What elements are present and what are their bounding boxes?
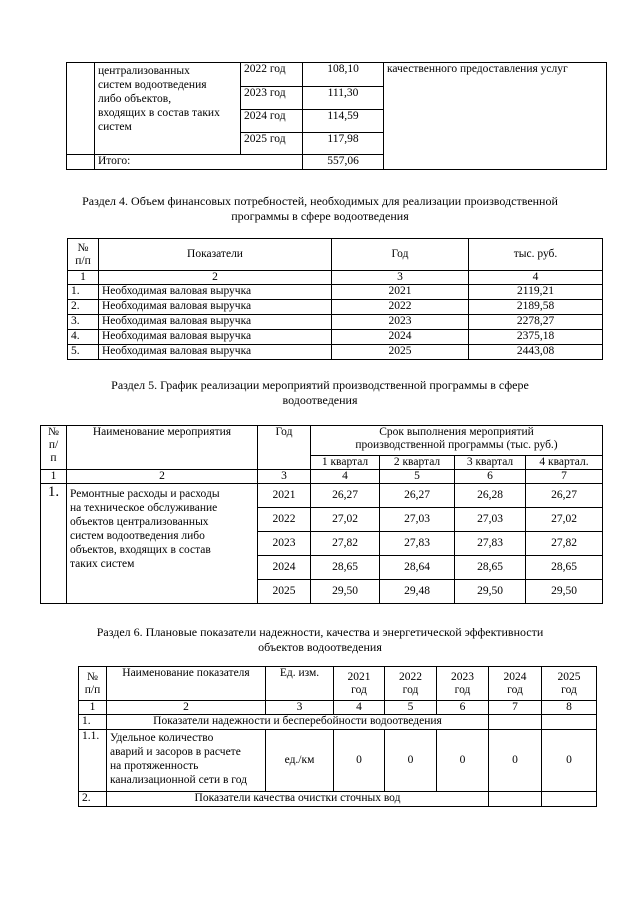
column-number: 3 — [266, 701, 334, 715]
continuation-table — [66, 62, 607, 170]
item-name: Ремонтные расходы и расходы на техническое обслуживание объектов централизованных систем водоотведения либо объектов, входящих в состав таких систем — [67, 484, 258, 604]
column-number: 2 — [107, 701, 266, 715]
header-quarter-3: 3 квартал — [455, 456, 526, 470]
cont-year: 2024 год — [241, 110, 303, 133]
cont-year: 2023 год — [241, 87, 303, 110]
header-num: № п/ п — [41, 426, 67, 470]
section-5-table — [40, 425, 603, 604]
item-num: 1. — [41, 484, 67, 604]
table-row: 2022 27,02 27,03 27,03 27,02 — [41, 508, 603, 532]
cont-year: 2022 год — [241, 63, 303, 87]
section-6-table — [78, 666, 597, 807]
table-row: 1. Необходимая валовая выручка 2021 2119,21 — [68, 285, 603, 300]
cont-value: 111,30 — [303, 87, 384, 110]
section-title: Показатели качества очистки сточных вод — [107, 792, 489, 807]
header-quarter-1: 1 квартал — [311, 456, 380, 470]
table-row: 1. Показатели надежности и бесперебойности водоотведения — [79, 715, 597, 730]
section-4-heading: Раздел 4. Объем финансовых потребностей, необходимых для реализации производственной программы в сфере водоотведения — [82, 194, 558, 223]
column-number: 5 — [385, 701, 437, 715]
header-year: Год — [258, 426, 311, 470]
table-row: 1.1. Удельное количество аварий и засоров в расчете на протяженность канализационной сети в год ед./км 0 0 0 0 0 — [79, 730, 597, 792]
cont-total-label: Итого: — [95, 155, 303, 170]
cont-year: 2025 год — [241, 133, 303, 155]
header-quarter-4: 4 квартал. — [526, 456, 603, 470]
header-unit: Ед. изм. — [266, 667, 334, 701]
header-year: 2024 год — [489, 667, 542, 701]
column-number: 2 — [67, 470, 258, 484]
table-row: 2025 29,50 29,48 29,50 29,50 — [41, 580, 603, 604]
cont-value: 117,98 — [303, 133, 384, 155]
section-6-heading: Раздел 6. Плановые показатели надежности, качества и энергетической эффективности объектов водоотведения — [96, 625, 544, 654]
column-number: 4 — [334, 701, 385, 715]
cont-value: 114,59 — [303, 110, 384, 133]
column-number: 3 — [332, 271, 469, 285]
cont-note: качественного предоставления услуг — [384, 63, 607, 170]
header-quarter-2: 2 квартал — [380, 456, 455, 470]
header-term: Срок выполнения мероприятий производственной программы (тыс. руб.) — [311, 426, 603, 456]
column-number: 6 — [437, 701, 489, 715]
table-row: 3. Необходимая валовая выручка 2023 2278,27 — [68, 315, 603, 330]
section-title: Показатели надежности и бесперебойности водоотведения — [107, 715, 489, 730]
header-num: № п/п — [79, 667, 107, 701]
cont-total-value: 557,06 — [303, 155, 384, 170]
table-row: 4. Необходимая валовая выручка 2024 2375,18 — [68, 330, 603, 345]
header-amount: тыс. руб. — [469, 239, 603, 271]
column-number: 1 — [41, 470, 67, 484]
table-row: 1. Ремонтные расходы и расходы на техническое обслуживание объектов централизованных систем водоотведения либо объектов, входящих в состав таких систем 2021 26,27 26,27 26,28 26,27 — [41, 484, 603, 508]
header-year: Год — [332, 239, 469, 271]
table-row: 2. Необходимая валовая выручка 2022 2189,58 — [68, 300, 603, 315]
column-number: 8 — [542, 701, 597, 715]
header-year: 2023 год — [437, 667, 489, 701]
column-number: 1 — [79, 701, 107, 715]
header-year: 2025 год — [542, 667, 597, 701]
table-row: 2024 28,65 28,64 28,65 28,65 — [41, 556, 603, 580]
table-row: 2023 27,82 27,83 27,83 27,82 — [41, 532, 603, 556]
cont-value: 108,10 — [303, 63, 384, 87]
cont-description: централизованных систем водоотведения либо объектов, входящих в состав таких систем — [95, 63, 241, 155]
column-number: 2 — [99, 271, 332, 285]
column-number: 1 — [68, 271, 99, 285]
header-year: 2022 год — [385, 667, 437, 701]
header-num: № п/п — [68, 239, 99, 271]
header-indicator-name: Наименование показателя — [107, 667, 266, 701]
column-number: 4 — [469, 271, 603, 285]
table-row: 2. Показатели качества очистки сточных вод — [79, 792, 597, 807]
item-name: Удельное количество аварий и засоров в расчете на протяженность канализационной сети в год — [107, 730, 266, 792]
section-5-heading: Раздел 5. График реализации мероприятий производственной программы в сфере водоотведения — [111, 378, 529, 407]
column-number: 7 — [489, 701, 542, 715]
header-year: 2021 год — [334, 667, 385, 701]
header-indicator: Показатели — [99, 239, 332, 271]
column-number: 6 — [455, 470, 526, 484]
column-number: 4 — [311, 470, 380, 484]
header-event-name: Наименование мероприятия — [67, 426, 258, 470]
section-4-table — [67, 238, 603, 360]
table-row: 5. Необходимая валовая выручка 2025 2443,08 — [68, 345, 603, 360]
column-number: 5 — [380, 470, 455, 484]
column-number: 7 — [526, 470, 603, 484]
column-number: 3 — [258, 470, 311, 484]
